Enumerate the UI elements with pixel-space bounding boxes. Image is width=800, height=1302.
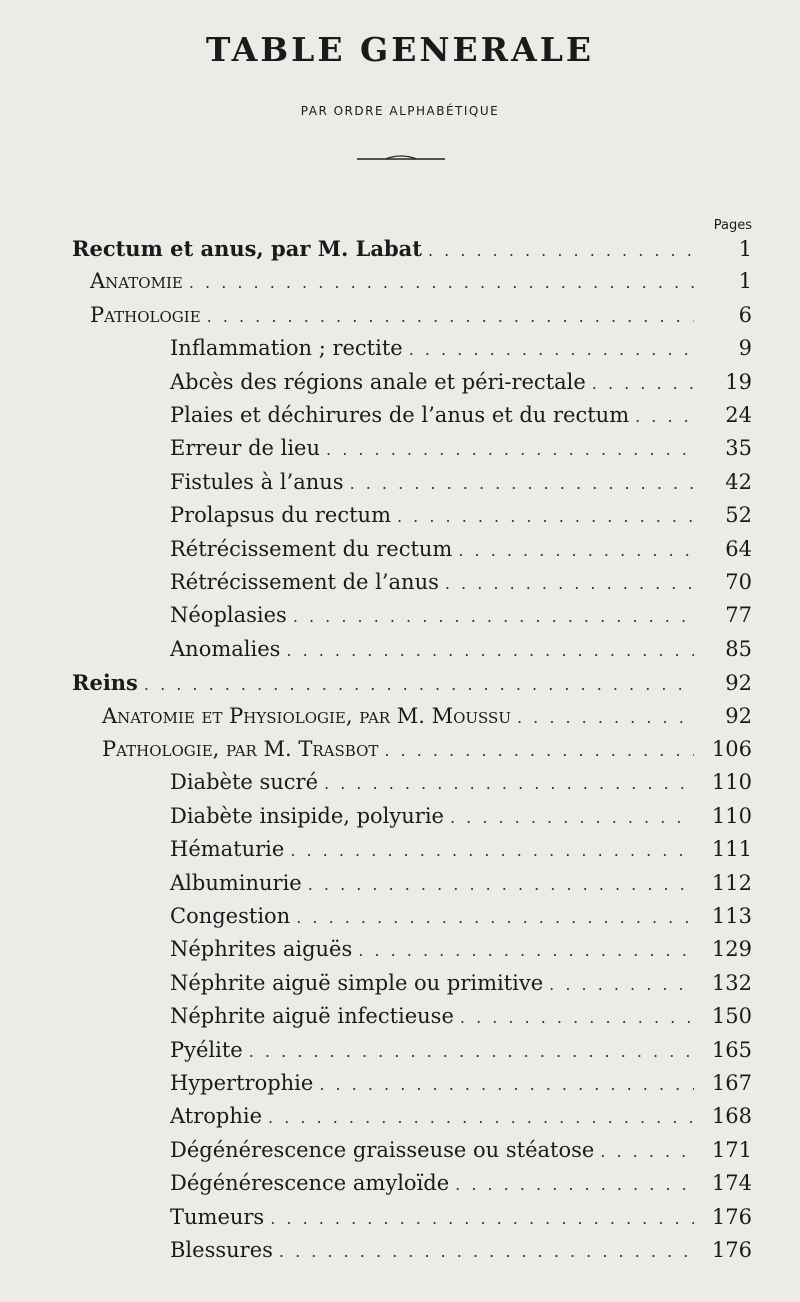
toc-entry-page: 92 bbox=[725, 704, 752, 728]
toc-entry-title: Abcès des régions anale et péri-rectale bbox=[170, 370, 586, 394]
toc-entry-title: Hématurie bbox=[170, 837, 285, 861]
dot-leader bbox=[517, 708, 694, 727]
toc-entry-title: Pathologie, par M. Trasbot bbox=[102, 737, 379, 761]
toc-entry bbox=[170, 904, 752, 936]
toc-entry-page: 24 bbox=[725, 403, 752, 427]
dot-leader bbox=[293, 607, 694, 626]
toc-entry-page: 70 bbox=[725, 570, 752, 594]
toc-entry-title: Atrophie bbox=[170, 1104, 263, 1128]
toc-entry-title: Pyélite bbox=[170, 1038, 243, 1062]
toc-entry-title: Anatomie bbox=[90, 269, 183, 293]
toc-entry bbox=[170, 770, 752, 802]
toc-entry bbox=[102, 704, 752, 736]
toc-entry-page: 168 bbox=[711, 1104, 752, 1128]
toc-entry-title: Néoplasies bbox=[170, 603, 287, 627]
dot-leader bbox=[384, 741, 694, 760]
toc-entry-title: Blessures bbox=[170, 1238, 273, 1262]
toc-entry-title: Congestion bbox=[170, 904, 291, 928]
toc-entry-page: 1 bbox=[738, 269, 752, 293]
toc-entry-page: 176 bbox=[711, 1238, 752, 1262]
dot-leader bbox=[189, 273, 694, 292]
toc-entry-title: Fistules à l’anus bbox=[170, 470, 344, 494]
toc-entry bbox=[170, 503, 752, 535]
toc-entry-page: 92 bbox=[725, 671, 752, 695]
dot-leader bbox=[635, 407, 694, 426]
toc-entry-page: 111 bbox=[711, 837, 752, 861]
toc-entry-page: 171 bbox=[711, 1138, 752, 1162]
toc-entry bbox=[102, 737, 752, 769]
ornament-rule-icon bbox=[355, 154, 447, 162]
page-subtitle: PAR ORDRE ALPHABÉTIQUE bbox=[300, 104, 500, 118]
dot-leader bbox=[455, 1175, 694, 1194]
toc-entry-page: 9 bbox=[738, 336, 752, 360]
dot-leader bbox=[600, 1142, 694, 1161]
toc-entry-title: Anomalies bbox=[170, 637, 281, 661]
toc-entry bbox=[72, 670, 752, 702]
toc-entry-page: 176 bbox=[711, 1205, 752, 1229]
toc-entry-page: 167 bbox=[711, 1071, 752, 1095]
toc-entry-title: Anatomie et Physiologie, par M. Moussu bbox=[102, 704, 511, 728]
toc-entry-page: 110 bbox=[711, 804, 752, 828]
toc-entry-title: Erreur de lieu bbox=[170, 436, 321, 460]
dot-leader bbox=[445, 574, 694, 593]
toc-entry bbox=[170, 1104, 752, 1136]
toc-entry bbox=[170, 603, 752, 635]
toc-entry-title: Hypertrophie bbox=[170, 1071, 314, 1095]
toc-entry-page: 110 bbox=[711, 770, 752, 794]
toc-entry-title: Reins bbox=[72, 670, 138, 695]
dot-leader bbox=[549, 975, 694, 994]
toc-entry-title: Plaies et déchirures de l’anus et du rectum bbox=[170, 403, 630, 427]
dot-leader bbox=[286, 641, 694, 660]
dot-leader bbox=[207, 307, 694, 326]
toc-entry-page: 165 bbox=[711, 1038, 752, 1062]
toc-entry-page: 112 bbox=[711, 871, 752, 895]
toc-entry-page: 150 bbox=[711, 1004, 752, 1028]
toc-entry-title: Rétrécissement du rectum bbox=[170, 537, 453, 561]
dot-leader bbox=[326, 440, 694, 459]
toc-entry bbox=[90, 303, 752, 335]
toc-entry-page: 129 bbox=[711, 937, 752, 961]
toc-entry bbox=[170, 370, 752, 402]
toc-entry-title: Pathologie bbox=[90, 303, 201, 327]
toc-entry-page: 132 bbox=[711, 971, 752, 995]
toc-entry-title: Rétrécissement de l’anus bbox=[170, 570, 439, 594]
toc-entry bbox=[170, 1138, 752, 1170]
toc-entry-page: 52 bbox=[725, 503, 752, 527]
toc-entry bbox=[170, 804, 752, 836]
toc-entry bbox=[170, 637, 752, 669]
toc-entry-page: 77 bbox=[725, 603, 752, 627]
toc-entry-title: Prolapsus du rectum bbox=[170, 503, 391, 527]
toc-entry bbox=[170, 871, 752, 903]
toc-entry bbox=[90, 269, 752, 301]
dot-leader bbox=[319, 1075, 694, 1094]
toc-entry bbox=[170, 1004, 752, 1036]
dot-leader bbox=[268, 1108, 694, 1127]
toc-entry bbox=[170, 1238, 752, 1270]
toc-entry bbox=[170, 403, 752, 435]
dot-leader bbox=[458, 541, 694, 560]
dot-leader bbox=[450, 808, 694, 827]
toc-entry-title: Néphrites aiguës bbox=[170, 937, 353, 961]
toc-entry-page: 1 bbox=[738, 237, 752, 261]
toc-entry-page: 6 bbox=[738, 303, 752, 327]
toc-entry bbox=[170, 470, 752, 502]
toc-entry-title: Dégénérescence graisseuse ou stéatose bbox=[170, 1138, 595, 1162]
dot-leader bbox=[249, 1042, 694, 1061]
dot-leader bbox=[409, 340, 694, 359]
dot-leader bbox=[428, 241, 694, 260]
toc-entry-page: 85 bbox=[725, 637, 752, 661]
toc-entry bbox=[170, 837, 752, 869]
toc-entry-title: Néphrite aiguë simple ou primitive bbox=[170, 971, 544, 995]
dot-leader bbox=[296, 908, 694, 927]
dot-leader bbox=[397, 507, 694, 526]
toc-entry bbox=[170, 336, 752, 368]
dot-leader bbox=[308, 875, 694, 894]
toc-entry bbox=[170, 1205, 752, 1237]
toc-entry-page: 64 bbox=[725, 537, 752, 561]
dot-leader bbox=[270, 1209, 694, 1228]
dot-leader bbox=[279, 1242, 694, 1261]
toc-entry-title: Dégénérescence amyloïde bbox=[170, 1171, 450, 1195]
toc-entry-page: 19 bbox=[725, 370, 752, 394]
toc-entry bbox=[170, 1038, 752, 1070]
toc-entry bbox=[170, 570, 752, 602]
toc-entry-title: Diabète insipide, polyurie bbox=[170, 804, 444, 828]
dot-leader bbox=[324, 774, 694, 793]
toc-entry-page: 35 bbox=[725, 436, 752, 460]
dot-leader bbox=[592, 374, 694, 393]
toc-entry-title: Tumeurs bbox=[170, 1205, 265, 1229]
toc-entry bbox=[170, 537, 752, 569]
toc-entry bbox=[170, 1171, 752, 1203]
toc-entry bbox=[72, 236, 752, 268]
toc-entry-title: Rectum et anus, par M. Labat bbox=[72, 236, 422, 261]
dot-leader bbox=[144, 675, 694, 694]
toc-entry-title: Albuminurie bbox=[170, 871, 302, 895]
pages-column-header: Pages bbox=[713, 218, 752, 233]
toc-entry bbox=[170, 436, 752, 468]
toc-entry-title: Inflammation ; rectite bbox=[170, 336, 403, 360]
toc-entry bbox=[170, 971, 752, 1003]
toc-entry-page: 113 bbox=[711, 904, 752, 928]
toc-entry-page: 42 bbox=[725, 470, 752, 494]
dot-leader bbox=[350, 474, 694, 493]
toc-entry-title: Néphrite aiguë infectieuse bbox=[170, 1004, 454, 1028]
toc-entry-title: Diabète sucré bbox=[170, 770, 319, 794]
dot-leader bbox=[358, 941, 694, 960]
page-title: TABLE GENERALE bbox=[205, 30, 595, 69]
dot-leader bbox=[290, 841, 694, 860]
toc-entry-page: 106 bbox=[711, 737, 752, 761]
toc-entry bbox=[170, 1071, 752, 1103]
dot-leader bbox=[460, 1008, 694, 1027]
toc-entry-page: 174 bbox=[711, 1171, 752, 1195]
toc-entry bbox=[170, 937, 752, 969]
